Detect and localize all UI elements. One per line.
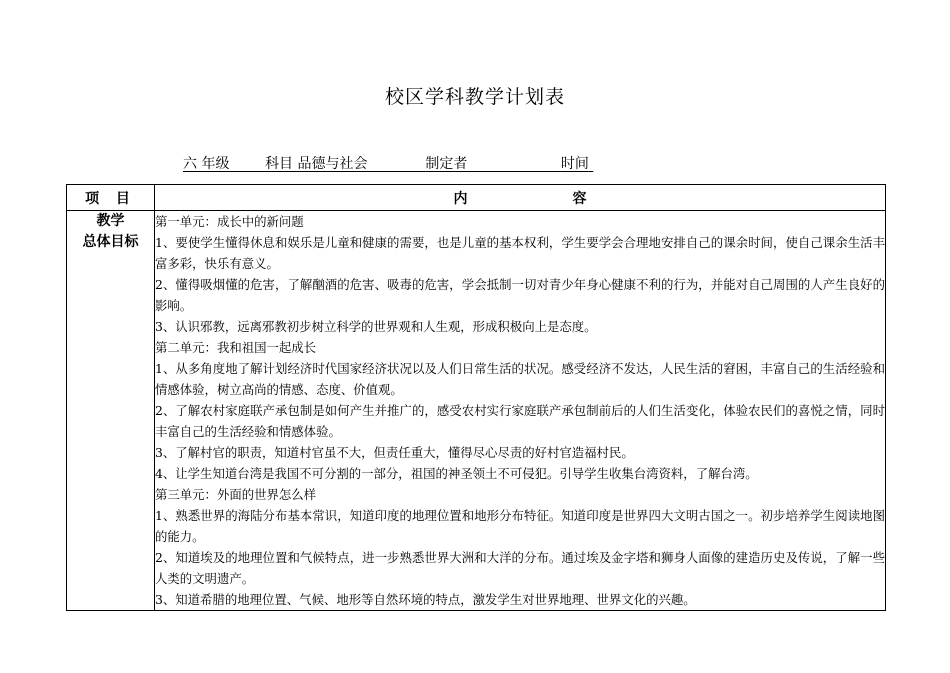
time-field: 时间	[560, 156, 589, 172]
maker-field: 制定者	[425, 156, 468, 172]
row-label-line-1: 教学	[96, 213, 125, 229]
content-paragraph: 3、知道希腊的地理位置、气候、地形等自然环境的特点，激发学生对世界地理、世界文化的兴趣。	[155, 592, 696, 607]
content-paragraph: 3、了解村官的职责，知道村官虽不大，但责任重大，懂得尽心尽责的好村官造福村民。	[155, 445, 634, 460]
content-paragraph: 1、熟悉世界的海陆分布基本常识，知道印度的地理位置和地形分布特征。知道印度是世界四大文明古国之一。初步培养学生阅读地图的能力。	[155, 508, 885, 544]
form-meta-line	[183, 153, 593, 173]
grade-field: 六 年级	[183, 156, 230, 172]
row-content	[155, 211, 886, 611]
row-label-line-2: 总体目标	[82, 234, 139, 250]
subject-field: 科目 品德与社会	[265, 156, 368, 172]
header-content	[155, 185, 886, 211]
header-item: 项 目	[67, 185, 155, 211]
content-paragraph: 2、懂得吸烟懂的危害，了解酗酒的危害、吸毒的危害，学会抵制一切对青少年身心健康不利的行为，并能对自己周围的人产生良好的影响。	[155, 277, 885, 313]
content-paragraph: 2、了解农村家庭联产承包制是如何产生并推广的，感受农村实行家庭联产承包制前后的人们生活变化，体验农民们的喜悦之情，同时丰富自己的生活经验和情感体验。	[155, 403, 885, 439]
header-content-char-1: 内	[453, 190, 468, 207]
content-paragraph: 4、让学生知道台湾是我国不可分割的一部分，祖国的神圣领土不可侵犯。引导学生收集台湾资料，了解台湾。	[155, 466, 758, 481]
header-content-char-2: 容	[572, 190, 587, 207]
content-paragraph: 3、认识邪教，远离邪教初步树立科学的世界观和人生观，形成积极向上是态度。	[155, 319, 597, 334]
content-paragraph: 第一单元：成长中的新问题	[155, 214, 304, 229]
table-header-row	[67, 185, 886, 211]
content-paragraph: 2、知道埃及的地理位置和气候特点，进一步熟悉世界大洲和大洋的分布。通过埃及金字塔和狮身人面像的建造历史及传说，了解一些人类的文明遗产。	[155, 550, 885, 586]
content-paragraph: 1、从多角度地了解计划经济时代国家经济状况以及人们日常生活的状况。感受经济不发达，人民生活的窘困，丰富自己的生活经验和情感体验，树立高尚的情感、态度、价值观。	[155, 361, 885, 397]
content-paragraph: 第二单元：我和祖国一起成长	[155, 340, 317, 355]
content-paragraph: 1、要使学生懂得休息和娱乐是儿童和健康的需要，也是儿童的基本权利，学生要学会合理地安排自己的课余时间，使自己课余生活丰富多彩，快乐有意义。	[155, 235, 885, 271]
plan-table	[66, 184, 886, 611]
page-title: 校区学科教学计划表	[384, 86, 565, 108]
content-paragraph: 第三单元：外面的世界怎么样	[155, 487, 317, 502]
table-row	[67, 211, 886, 611]
row-label	[67, 211, 155, 611]
